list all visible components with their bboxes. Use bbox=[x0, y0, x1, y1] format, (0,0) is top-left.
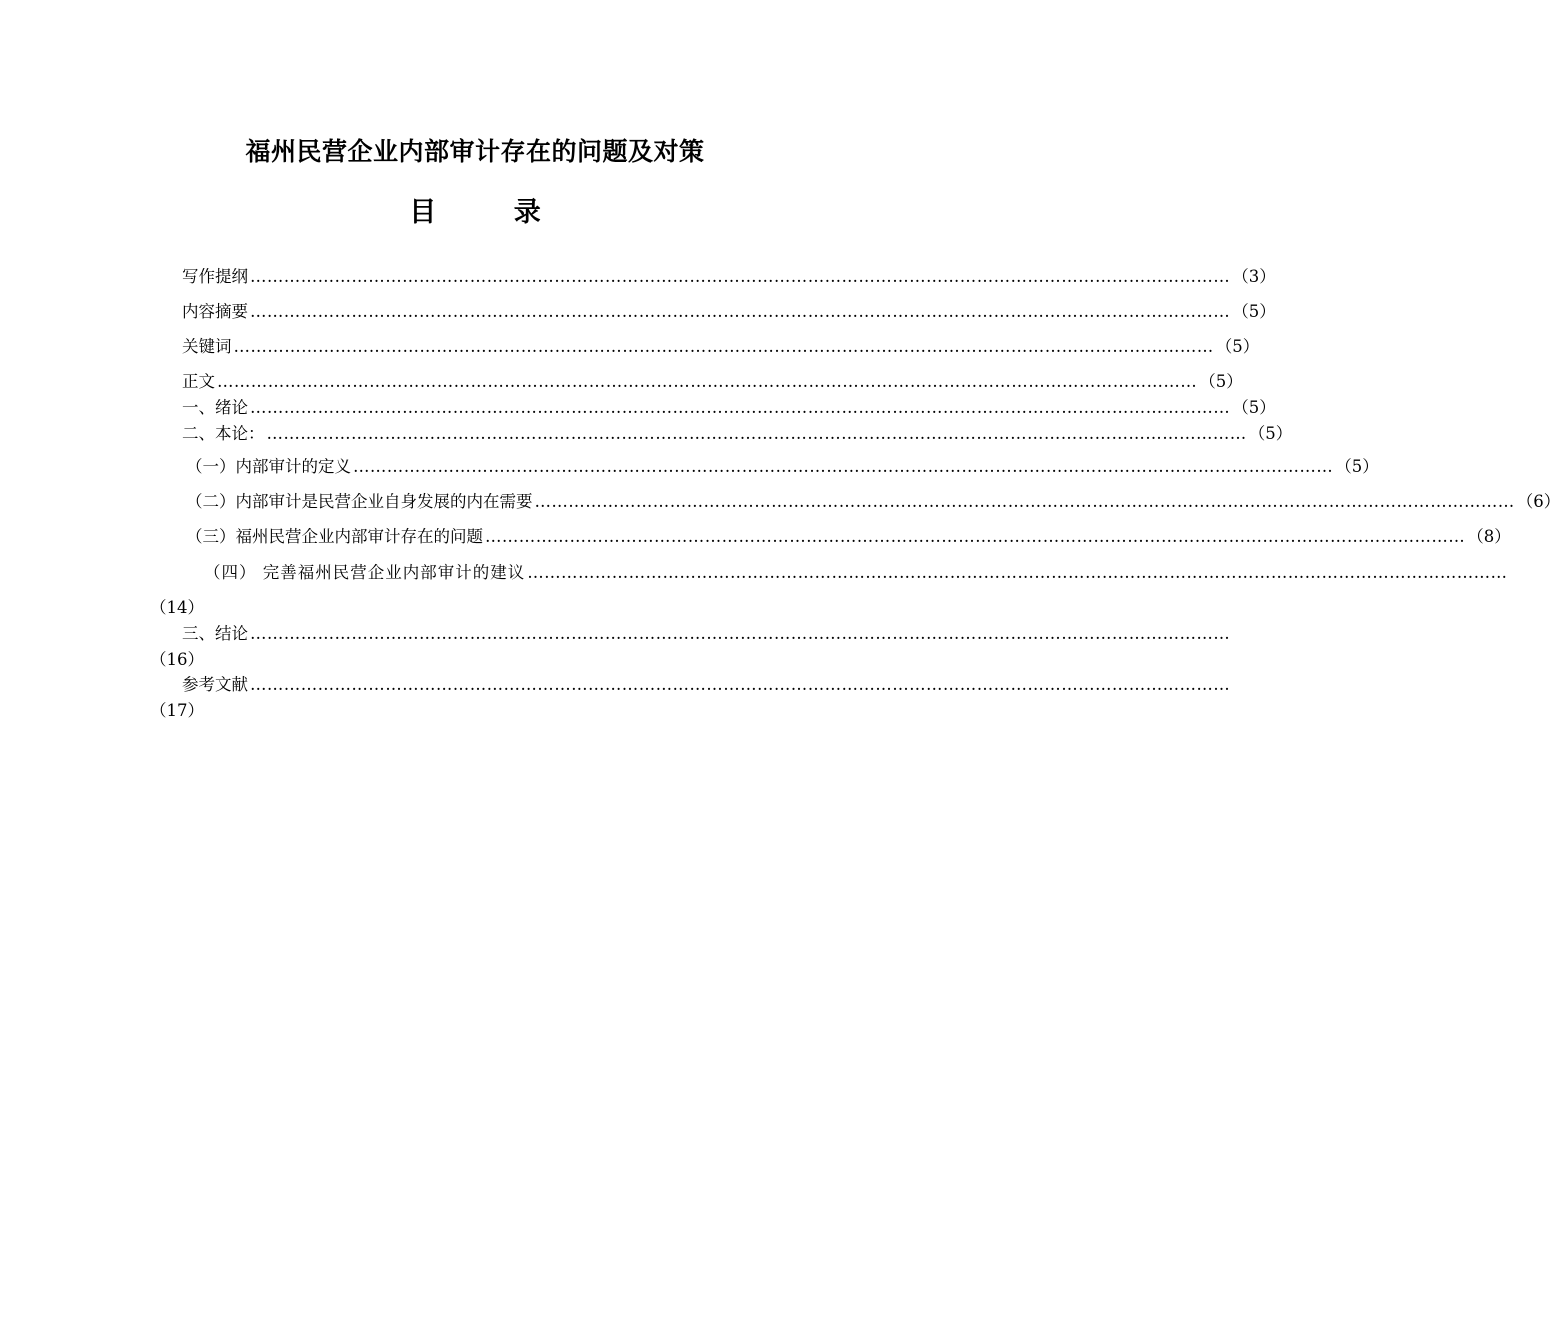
toc-entry[interactable] bbox=[182, 674, 1231, 696]
toc-entry-label: 写作提纲 bbox=[182, 267, 248, 286]
toc-leader: ………………………………………………………………………………………………………………………………………………………… bbox=[250, 675, 1231, 694]
toc-entry-label: 一、绪论 bbox=[182, 398, 248, 417]
toc-entry-label: 关键词 bbox=[182, 337, 232, 356]
toc-entry-label: （二）内部审计是民营企业自身发展的内在需要 bbox=[186, 492, 533, 511]
toc-entry-page: （5） bbox=[1248, 424, 1293, 443]
document-title: 福州民营企业内部审计存在的问题及对策 bbox=[245, 137, 705, 166]
toc-entry[interactable] bbox=[182, 301, 1276, 323]
toc-entry-label: （四） 完善福州民营企业内部审计的建议 bbox=[204, 563, 526, 582]
toc-leader: ………………………………………………………………………………………………………………………………………………………… bbox=[353, 457, 1334, 476]
toc-entry[interactable] bbox=[182, 371, 1243, 393]
toc-entry-page: （5） bbox=[1199, 372, 1243, 391]
toc-entry-page: （3） bbox=[1232, 267, 1276, 286]
toc-entry-label: 内容摘要 bbox=[182, 302, 248, 321]
toc-entry[interactable] bbox=[186, 491, 1560, 513]
toc-leader: ………………………………………………………………………………………………………………………………………………………… bbox=[250, 398, 1231, 417]
toc-leader: ………………………………………………………………………………………………………………………………………………………… bbox=[250, 624, 1231, 643]
toc-entry-page: （5） bbox=[1232, 398, 1276, 417]
toc-leader: ………………………………………………………………………………………………………………………………………………………… bbox=[527, 563, 1508, 582]
toc-entry-label: （一）内部审计的定义 bbox=[186, 457, 351, 476]
toc-leader: ………………………………………………………………………………………………………………………………………………………… bbox=[485, 527, 1466, 546]
toc-leader: ………………………………………………………………………………………………………………………………………………………… bbox=[250, 267, 1231, 286]
toc-entry-label: （三）福州民营企业内部审计存在的问题 bbox=[186, 527, 483, 546]
toc-entry-page: （8） bbox=[1467, 527, 1511, 546]
toc-entry-label: 参考文献 bbox=[182, 675, 248, 694]
toc-entry-page: （5） bbox=[1232, 302, 1276, 321]
toc-leader: ………………………………………………………………………………………………………………………………………………………… bbox=[266, 424, 1247, 443]
toc-entry-label: 二、本论： bbox=[182, 424, 265, 443]
toc-entry-page: （17） bbox=[150, 701, 204, 720]
toc-leader: ………………………………………………………………………………………………………………………………………………………… bbox=[233, 337, 1214, 356]
toc-entry[interactable] bbox=[204, 562, 1508, 584]
toc-entry[interactable] bbox=[182, 623, 1231, 645]
toc-entry[interactable] bbox=[186, 456, 1379, 478]
toc-entry-page: （16） bbox=[150, 650, 204, 669]
toc-entry-label: 三、结论 bbox=[182, 624, 248, 643]
toc-heading: 目 录 bbox=[409, 197, 575, 228]
toc-leader: ………………………………………………………………………………………………………………………………………………………… bbox=[534, 492, 1515, 511]
toc-entry[interactable] bbox=[182, 336, 1260, 358]
toc-entry[interactable] bbox=[186, 526, 1511, 548]
toc-entry-label: 正文 bbox=[182, 372, 215, 391]
toc-entry-page: （14） bbox=[150, 598, 204, 617]
toc-entry-page: （6） bbox=[1516, 492, 1560, 511]
toc-entry[interactable] bbox=[182, 423, 1293, 445]
toc-entry-page: （5） bbox=[1215, 337, 1260, 356]
toc-leader: ………………………………………………………………………………………………………………………………………………………… bbox=[250, 302, 1231, 321]
toc-entry[interactable] bbox=[182, 266, 1276, 288]
toc-entry[interactable] bbox=[182, 397, 1276, 419]
toc-entry-page: （5） bbox=[1335, 457, 1379, 476]
toc-leader: ………………………………………………………………………………………………………………………………………………………… bbox=[217, 372, 1198, 391]
